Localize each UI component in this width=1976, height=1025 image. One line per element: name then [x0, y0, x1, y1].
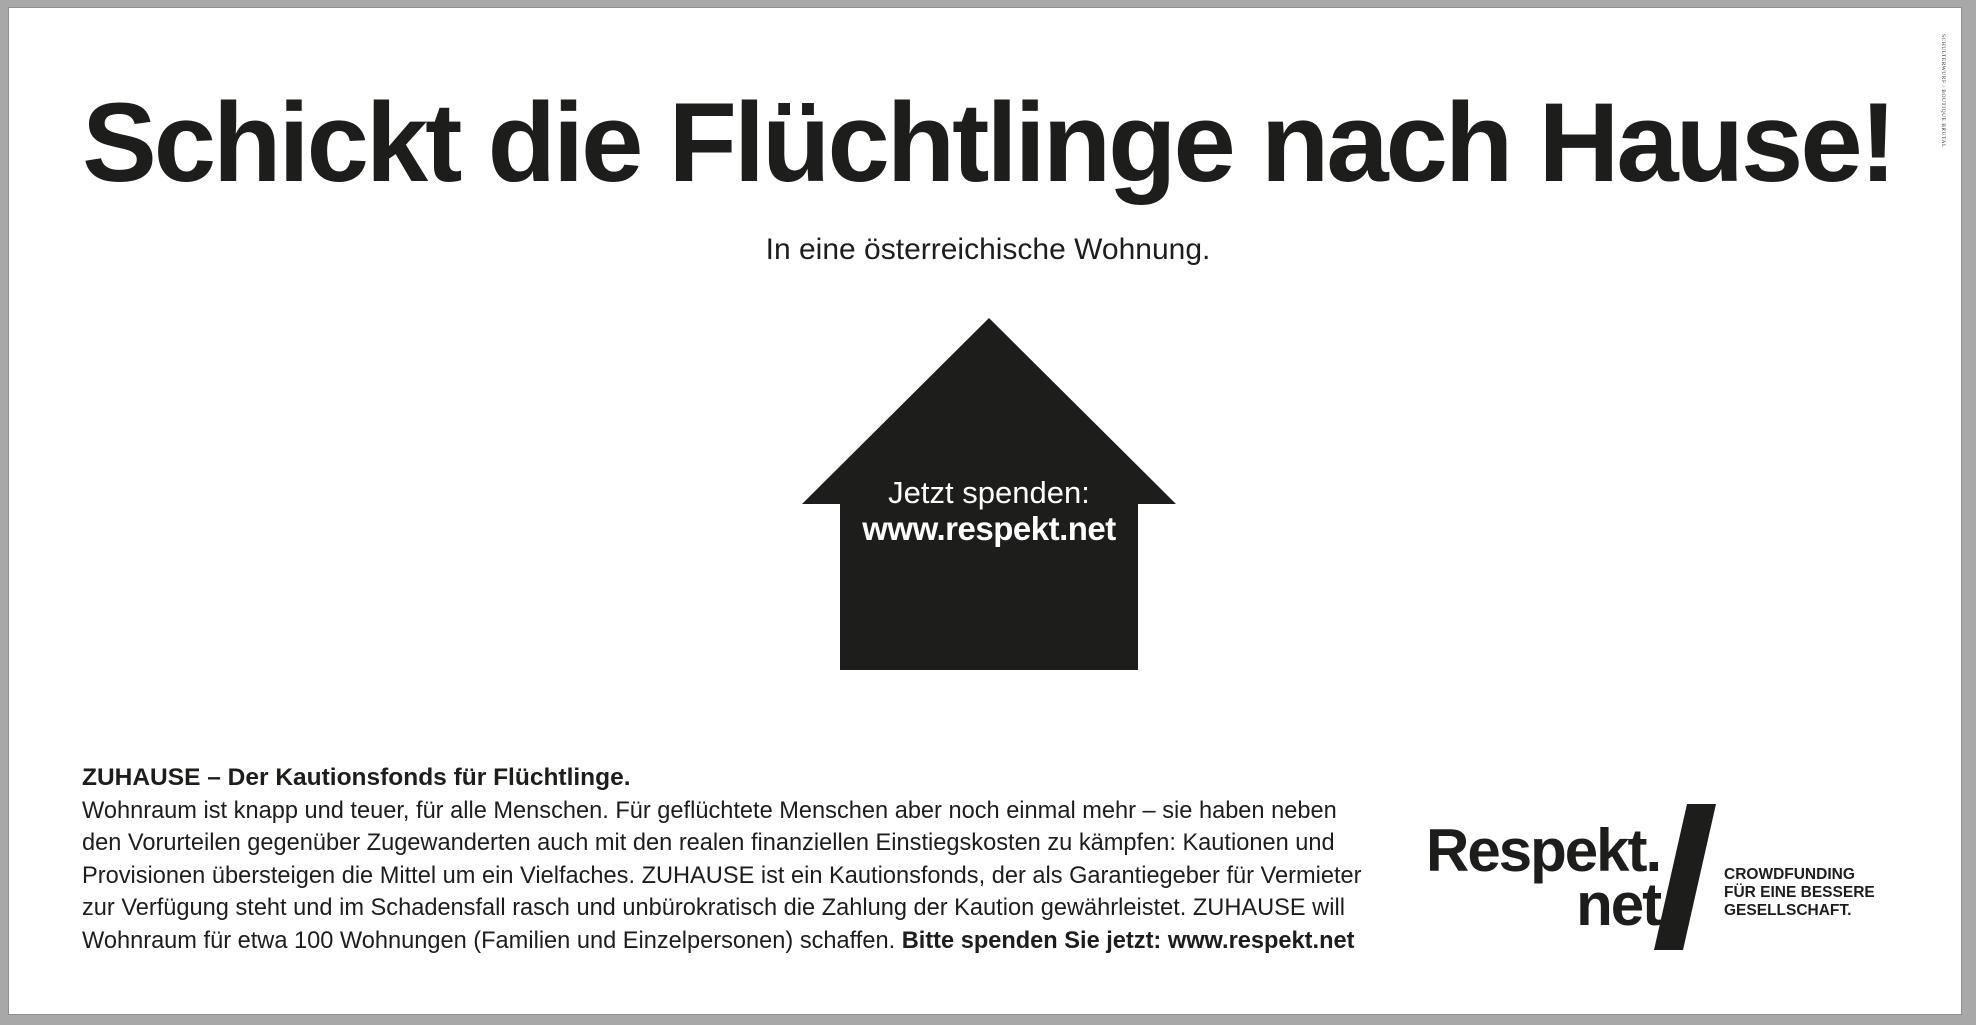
poster — [9, 8, 1961, 1014]
body-line: Provisionen übersteigen die Mittel um ein Vielfaches. ZUHAUSE ist ein Kautionsfonds, der als Garantiegeber für Vermieter — [82, 862, 1362, 889]
brand-word-line1: Respekt. — [1426, 817, 1661, 884]
house-cta — [802, 476, 1176, 548]
body-line: den Vorurteilen gegenüber Zugewanderten auch mit den realen finanziellen Einstiegskosten zu kämpfen: Kautionen und — [82, 830, 1335, 856]
brand-wordmark — [1426, 817, 1661, 938]
body-line: Wohnraum ist knapp und teuer, für alle Menschen. Für geflüchtete Menschen aber noch einmal mehr – sie haben neben — [82, 797, 1337, 824]
brand-claim-line: CROWDFUNDING — [1724, 866, 1855, 883]
headline: Schickt die Flüchtlinge nach Hause! — [82, 80, 1894, 205]
brand-claim — [1724, 866, 1875, 920]
body-cta: Bitte spenden Sie jetzt: www.respekt.net — [901, 927, 1355, 954]
agency-credit: SCHULTERWURF / BOUTIQUE BRUTAL — [1940, 34, 1946, 148]
body-line: zur Verfügung steht und im Schadensfall rasch und unbürokratisch die Zahlung der Kaution gewährleistet. ZUHAUSE will — [82, 895, 1345, 921]
brand-claim-line: GESELLSCHAFT. — [1724, 902, 1852, 919]
brand-claim-line: FÜR EINE BESSERE — [1724, 884, 1875, 901]
body-copy — [82, 762, 1402, 957]
subline: In eine österreichische Wohnung. — [765, 233, 1211, 266]
body-title: ZUHAUSE – Der Kautionsfonds für Flüchtlinge. — [82, 764, 631, 791]
house-graphic — [802, 318, 1176, 670]
donate-label: Jetzt spenden: — [888, 475, 1090, 510]
brand-word-line2: net — [1576, 871, 1661, 938]
slash-icon — [1654, 804, 1716, 950]
donate-url: www.respekt.net — [862, 510, 1116, 547]
body-line-text: Wohnraum für etwa 100 Wohnungen (Familien und Einzelpersonen) schaffen. — [82, 927, 896, 954]
respekt-logo — [1426, 804, 1906, 950]
body-line-last — [82, 925, 1402, 958]
